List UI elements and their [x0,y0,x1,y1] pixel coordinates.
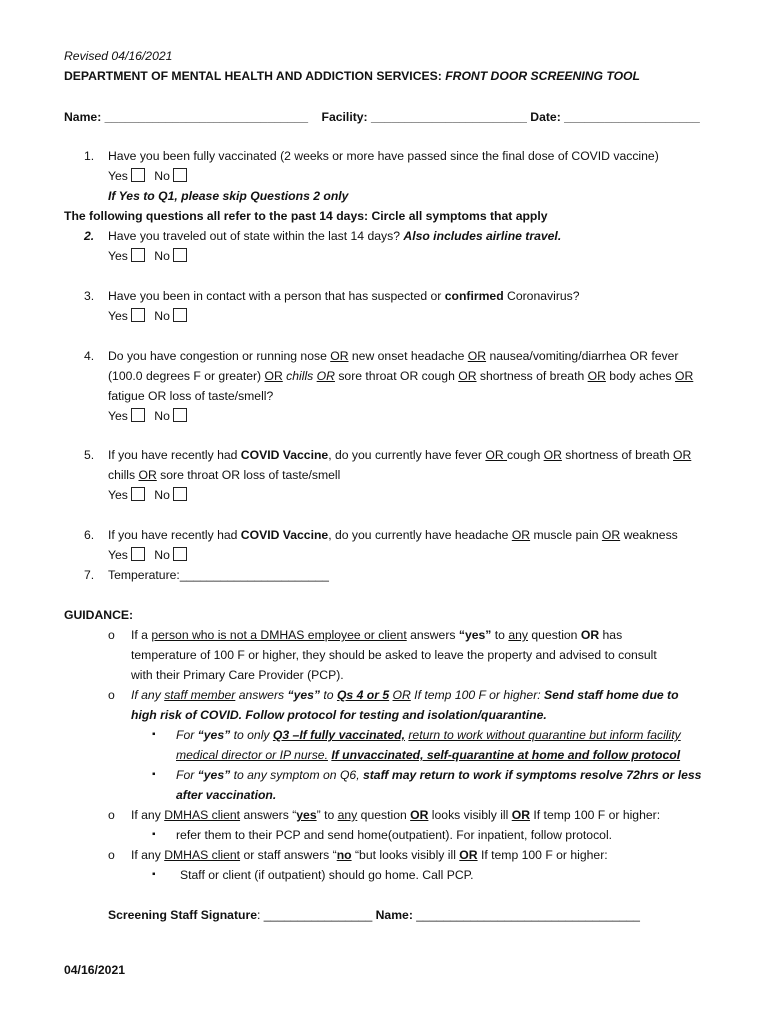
q2-question [108,226,561,246]
g2s1-d: medical director or IP nurse. [176,748,328,762]
q4-answers [108,406,187,426]
g2s2-yes: “yes” [197,768,231,782]
q3-emphasis: confirmed [444,289,504,303]
q5-l1-a: If you have recently had [108,448,241,462]
bullet-square: ▪ [152,729,156,740]
g3-or-1: OR [410,808,429,822]
document-title [64,66,640,86]
g3-line-1 [131,805,660,825]
q4-no-checkbox[interactable] [173,408,187,422]
g2-line-1 [131,685,679,705]
g1-or: OR [580,628,600,642]
q5-l1-d: shortness of breath [561,448,674,462]
g2s2-b: to any symptom on Q6, [230,768,363,782]
name-field[interactable]: ______________________________ [104,110,308,124]
g1-line-3: with their Primary Care Provider (PCP). [131,668,344,682]
g2-s1-line-1 [176,725,681,745]
yes-label: Yes [108,169,128,183]
yes-label: Yes [108,249,128,263]
q4-l2-d: body aches [605,369,676,383]
q6-no-checkbox[interactable] [173,547,187,561]
signature-field[interactable]: ________________ [263,908,373,922]
g2-send-home: Send staff home due to [544,688,679,702]
q3-text-a: Have you been in contact with a person that has suspected or [108,289,442,303]
g4-c: “but looks visibly ill [351,848,460,862]
g4-no: no [336,848,352,862]
q1-note: If Yes to Q1, please skip Questions 2 only [108,189,349,203]
yes-label: Yes [108,409,128,423]
department-name: DEPARTMENT OF MENTAL HEALTH AND ADDICTION SERVICES: [64,69,442,83]
no-label: No [154,249,170,263]
bullet-circle: o [108,628,115,642]
g2s1-c: return to work without quarantine but inform facility [408,728,681,742]
g2-s1-line-2 [176,745,680,765]
no-label: No [154,409,170,423]
g3-s1: refer them to their PCP and send home(outpatient). For inpatient, follow protocol. [176,828,613,842]
g1-d: question [528,628,581,642]
g2-b: answers [235,688,288,702]
q4-l2-or-4: OR [587,369,606,383]
g4-dmhas-client: DMHAS client [164,848,241,862]
q4-l2-chills: chills [286,369,314,383]
date-label: Date: [530,110,561,124]
yes-label: Yes [108,309,128,323]
signature-name-label: Name: [375,908,413,922]
q4-l2-or-3: OR [458,369,477,383]
q2-emphasis: Also includes airline travel. [403,229,562,243]
q4-l2-a: (100.0 degrees F or greater) [108,369,265,383]
g1-any: any [508,628,528,642]
g2-qs: Qs 4 or 5 [336,688,390,702]
q4-l2-c: shortness of breath [476,369,588,383]
g2s1-a: For [176,728,198,742]
q4-l1-or-2: OR [467,349,487,363]
g1-e: has [599,628,623,642]
q1-no-checkbox[interactable] [173,168,187,182]
g2-or: OR [392,688,411,702]
q6-l1-c: muscle pain [530,528,602,542]
facility-label: Facility: [321,110,368,124]
q6-l1-b: , do you currently have headache [328,528,512,542]
q4-l2-or-1: OR [264,369,283,383]
g4-line-1 [131,845,608,865]
g1-b: answers [406,628,459,642]
q6-line-1 [108,525,678,545]
g4-d: If temp 100 F or higher: [477,848,608,862]
section-note: The following questions all refer to the past 14 days: Circle all symptoms that apply [64,209,548,223]
g2s2-c: staff may return to work if symptoms resolve 72hrs or less [362,768,702,782]
name-label: Name: [64,110,102,124]
q6-l1-or-1: OR [511,528,531,542]
q6-answers [108,545,187,565]
bullet-square: ▪ [152,869,156,880]
bullet-circle: o [108,808,115,822]
guidance-title: GUIDANCE: [64,608,134,622]
g2-staff-member: staff member [164,688,236,702]
signature-line: Screening Staff Signature: ________________ Name: _________________________________ [108,908,640,922]
no-label: No [154,488,170,502]
g2s1-b: to only [230,728,273,742]
g2-d: If temp 100 F or higher: [410,688,545,702]
q4-l1-c: nausea/vomiting/diarrhea OR fever [486,349,679,363]
g2-yes: “yes” [287,688,321,702]
q2-answers [108,246,187,266]
q3-number: 3. [84,289,95,303]
g3-a: If any [131,808,165,822]
q3-answers [108,306,187,326]
q6-yes-checkbox[interactable] [131,547,145,561]
q4-l1-or-1: OR [330,349,349,363]
g3-c: ” to [316,808,338,822]
q5-l1-or-2: OR [543,448,562,462]
q6-l1-or-2: OR [601,528,621,542]
g1-yes: “yes” [458,628,492,642]
temperature-label: Temperature: [108,568,180,582]
q4-l2-or-2: OR [316,369,335,383]
q2-text: Have you traveled out of state within the last 14 days? [108,229,400,243]
g3-f: If temp 100 F or higher: [530,808,661,822]
g1-line-2: temperature of 100 F or higher, they should be asked to leave the property and advised to consult [131,648,657,662]
q1-yes-checkbox[interactable] [131,168,145,182]
q3-text-b: Coronavirus? [507,289,580,303]
no-label: No [154,169,170,183]
g1-a: If a [131,628,152,642]
no-label: No [154,309,170,323]
footer-date: 04/16/2021 [64,963,125,977]
g2s1-yes: “yes” [197,728,231,742]
q2-no-checkbox[interactable] [173,248,187,262]
g1-line-1 [131,625,622,645]
q2-number: 2. [84,229,95,243]
g4-b: or staff answers “ [240,848,337,862]
q5-line-1 [108,445,691,465]
g2-s2-line-1 [176,765,701,785]
g3-dmhas-client: DMHAS client [164,808,241,822]
q4-l1-b: new onset headache [348,349,468,363]
q4-number: 4. [84,349,95,363]
q1-answers [108,166,187,186]
q3-no-checkbox[interactable] [173,308,187,322]
q6-l1-d: weakness [620,528,678,542]
g3-d: question [357,808,411,822]
q2-yes-checkbox[interactable] [131,248,145,262]
g3-or-2: OR [511,808,531,822]
g3-e: looks visibly ill [428,808,512,822]
g4-s1: Staff or client (if outpatient) should go home. Call PCP. [180,868,474,882]
g1-c: to [491,628,509,642]
q4-line-3: fatigue OR loss of taste/smell? [108,389,274,403]
q7-line [108,565,329,585]
q5-l1-or-3: OR [673,448,692,462]
q3-yes-checkbox[interactable] [131,308,145,322]
temperature-field[interactable]: ______________________ [179,568,329,582]
revised-date: Revised 04/16/2021 [64,49,173,63]
g2s2-a: For [176,768,198,782]
q5-yes-checkbox[interactable] [131,487,145,501]
q5-l2-a: chills [108,468,139,482]
q1-number: 1. [84,149,95,163]
q5-covid-vaccine: COVID Vaccine [240,448,329,462]
q6-number: 6. [84,528,95,542]
g3-yes: yes [296,808,317,822]
q4-l1-a: Do you have congestion or running nose [108,349,331,363]
g3-b: answers “ [240,808,297,822]
signature-label: Screening Staff Signature [108,908,257,922]
q5-l1-c: cough [507,448,544,462]
q5-no-checkbox[interactable] [173,487,187,501]
facility-field[interactable]: _______________________ [371,110,527,124]
q5-line-2 [108,465,340,485]
q5-l2-b: sore throat OR loss of taste/smell [156,468,341,482]
bullet-square: ▪ [152,769,156,780]
q1-text: Have you been fully vaccinated (2 weeks or more have passed since the final dose of COVID vaccine) [108,149,659,163]
g2s1-q3: Q3 –If fully vaccinated, [272,728,405,742]
q7-number: 7. [84,568,95,582]
q5-l2-or: OR [138,468,157,482]
g1-person: person who is not a DMHAS employee or client [151,628,407,642]
bullet-circle: o [108,848,115,862]
q5-l1-b: , do you currently have fever [328,448,486,462]
q4-l2-or-5: OR [675,369,694,383]
q4-line-1 [108,346,678,366]
g4-a: If any [131,848,165,862]
tool-name: FRONT DOOR SCREENING TOOL [445,69,640,83]
q4-l2-b: sore throat OR cough [334,369,459,383]
no-label: No [154,548,170,562]
g2s1-e: If unvaccinated, self-quarantine at home and follow protocol [331,748,681,762]
q6-l1-a: If you have recently had [108,528,241,542]
q3-question [108,286,580,306]
signature-name-field[interactable]: _________________________________ [416,908,640,922]
g3-any: any [337,808,358,822]
g2-c: to [320,688,337,702]
bullet-square: ▪ [152,829,156,840]
g2-s2-line-2: after vaccination. [176,788,277,802]
q6-covid-vaccine: COVID Vaccine [240,528,329,542]
q5-l1-or-1: OR [485,448,508,462]
q5-answers [108,485,187,505]
q5-number: 5. [84,448,95,462]
date-field[interactable]: ____________________ [564,110,700,124]
yes-label: Yes [108,488,128,502]
q4-yes-checkbox[interactable] [131,408,145,422]
yes-label: Yes [108,548,128,562]
info-fields [64,107,700,127]
g4-or: OR [459,848,478,862]
g2-a: If any [131,688,165,702]
q4-line-2 [108,366,693,386]
bullet-circle: o [108,688,115,702]
g2-line-2: high risk of COVID. Follow protocol for testing and isolation/quarantine. [131,708,547,722]
